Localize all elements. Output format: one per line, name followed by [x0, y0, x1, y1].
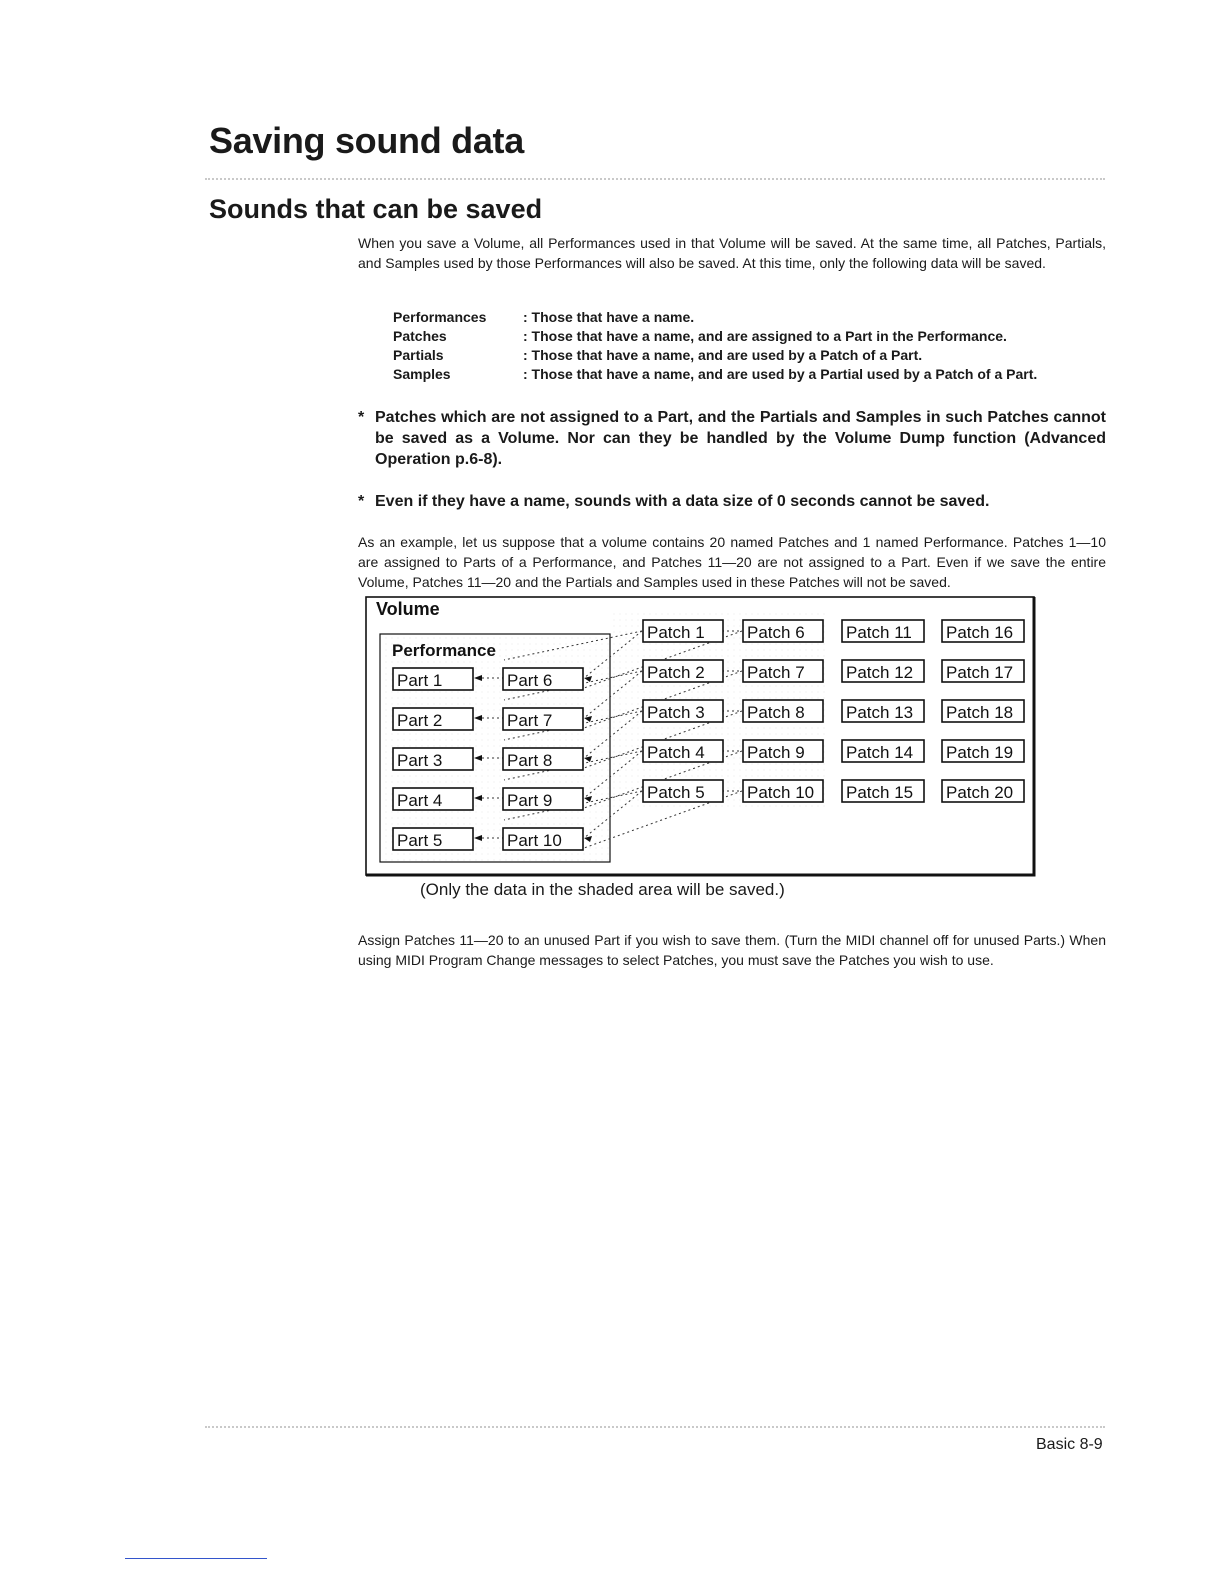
- definition-desc: : Those that have a name, and are assigned to a Part in the Performance.: [523, 328, 1007, 344]
- definition-term: Samples: [393, 366, 451, 382]
- part-col2-label: Part 6: [507, 671, 553, 690]
- part-col2-label: Part 9: [507, 791, 553, 810]
- patch-col3-label: Patch 15: [846, 783, 914, 802]
- patch-col1-label: Patch 3: [647, 703, 705, 722]
- part-col2-label: Part 10: [507, 831, 562, 850]
- volume-label: Volume: [376, 599, 440, 619]
- patch-col1-label: Patch 1: [647, 623, 705, 642]
- patch-col4-label: Patch 19: [946, 743, 1014, 762]
- bottom-edge-line: [125, 1558, 267, 1559]
- performance-label: Performance: [392, 641, 496, 660]
- definition-desc: : Those that have a name, and are used by a Partial used by a Patch of a Part.: [523, 366, 1038, 382]
- note-text: Patches which are not assigned to a Part, and the Partials and Samples in such Patches cannot be saved as a Volume. Nor can they be handled by the Volume Dump function (Advanced Operation p.6-8).: [375, 409, 1106, 468]
- patch-col2-label: Patch 6: [747, 623, 805, 642]
- part-col2-label: Part 7: [507, 711, 553, 730]
- definition-desc: : Those that have a name.: [523, 309, 695, 325]
- definition-term: Patches: [393, 328, 447, 344]
- footer-divider: [205, 1426, 1105, 1428]
- intro-paragraph: When you save a Volume, all Performances used in that Volume will be saved. At the same time, all Patches, Partials, and Samples used by those Performances will also be saved. At this time, only the following data will be saved.: [358, 235, 1106, 271]
- section-heading: Sounds that can be saved: [209, 194, 543, 224]
- part-col1-label: Part 2: [397, 711, 443, 730]
- part-col1-label: Part 4: [397, 791, 443, 810]
- patch-col1-label: Patch 2: [647, 663, 705, 682]
- patch-col4-label: Patch 16: [946, 623, 1014, 642]
- patch-col3-label: Patch 11: [846, 623, 912, 642]
- definition-term: Partials: [393, 347, 444, 363]
- patch-col3-label: Patch 14: [846, 743, 914, 762]
- part-col1-label: Part 5: [397, 831, 443, 850]
- patch-col3-label: Patch 12: [846, 663, 914, 682]
- diagram-caption: (Only the data in the shaded area will be saved.): [420, 880, 785, 899]
- note-bullet: *: [358, 409, 365, 426]
- patch-col2-label: Patch 9: [747, 743, 805, 762]
- definition-desc: : Those that have a name, and are used by a Patch of a Part.: [523, 347, 923, 363]
- page-title: Saving sound data: [209, 120, 524, 161]
- patch-col4-label: Patch 18: [946, 703, 1014, 722]
- definition-term: Performances: [393, 309, 487, 325]
- patch-col2-label: Patch 8: [747, 703, 805, 722]
- page-number: Basic 8-9: [1036, 1436, 1103, 1453]
- part-col2-label: Part 8: [507, 751, 553, 770]
- patch-col3-label: Patch 13: [846, 703, 914, 722]
- note-bullet: *: [358, 493, 365, 510]
- closing-paragraph: Assign Patches 11—20 to an unused Part if you wish to save them. (Turn the MIDI channel off for unused Parts.) When using MIDI Program Change messages to select Patches, you must save the Patches you wish to use.: [358, 932, 1106, 968]
- patch-col4-label: Patch 17: [946, 663, 1014, 682]
- patch-col2-label: Patch 10: [747, 783, 815, 802]
- patch-col1-label: Patch 4: [647, 743, 705, 762]
- patch-col4-label: Patch 20: [946, 783, 1014, 802]
- note-text: Even if they have a name, sounds with a data size of 0 seconds cannot be saved.: [375, 493, 990, 510]
- patch-col2-label: Patch 7: [747, 663, 805, 682]
- part-col1-label: Part 1: [397, 671, 443, 690]
- part-col1-label: Part 3: [397, 751, 443, 770]
- patch-col1-label: Patch 5: [647, 783, 705, 802]
- example-paragraph: As an example, let us suppose that a volume contains 20 named Patches and 1 named Performance. Patches 1—10 are assigned to Parts of a Performance, and Patches 11—20 are not assigned to a Part. Even if we save the entire Volume, Patches 11—20 and the Partials and Samples used in these Patches will not be saved.: [358, 534, 1106, 590]
